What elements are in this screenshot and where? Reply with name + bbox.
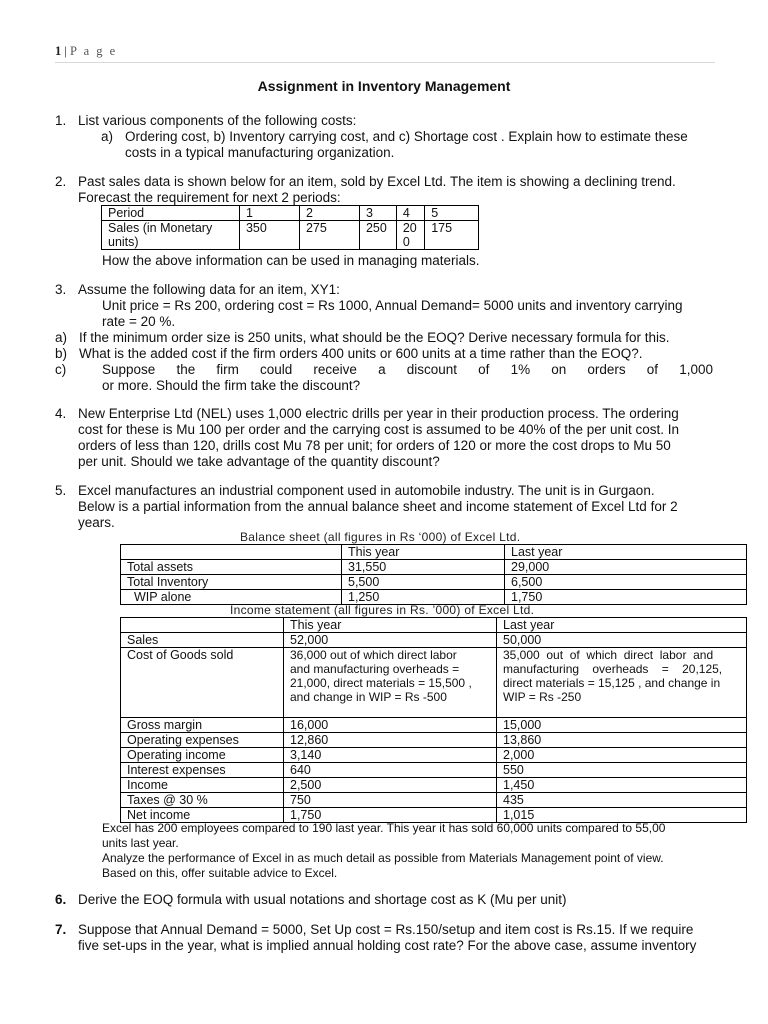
q3-c-line2: or more. Should the firm take the discount? xyxy=(102,378,361,393)
cell-line: and manufacturing overheads = xyxy=(290,662,460,676)
table-cell: Net income xyxy=(121,808,284,823)
q7-line1: Suppose that Annual Demand = 5000, Set Up cost = Rs.150/setup and item cost is Rs.15. If we require xyxy=(78,922,694,937)
q1-a xyxy=(101,129,721,145)
table-cell xyxy=(121,618,284,633)
q5-after3: Analyze the performance of Excel in as much detail as possible from Materials Management point of view. xyxy=(102,851,664,865)
cell-line: WIP = Rs -250 xyxy=(503,690,582,704)
table-cell: Last year xyxy=(505,545,747,560)
table-cell: 1,750 xyxy=(284,808,497,823)
table-cell: 31,550 xyxy=(342,560,505,575)
table-cell: 16,000 xyxy=(284,718,497,733)
table-row xyxy=(121,748,747,763)
table-cell xyxy=(396,221,424,250)
balance-sheet-caption: Balance sheet (all figures in Rs ‘000) of Excel Ltd. xyxy=(240,530,521,544)
table-cell: Period xyxy=(102,206,240,221)
table-cell: 12,860 xyxy=(284,733,497,748)
page-separator: | xyxy=(64,44,67,58)
table-row xyxy=(121,545,747,560)
cell-line: units) xyxy=(108,235,139,249)
q3-c-label: c) xyxy=(55,362,67,377)
table-cell: 1 xyxy=(239,206,299,221)
q5-after1: Excel has 200 employees compared to 190 last year. This year it has sold 60,000 units compared to 55,00 xyxy=(102,821,666,835)
q2-line1: Past sales data is shown below for an item, sold by Excel Ltd. The item is showing a declining trend. xyxy=(78,174,676,189)
q6-number: 6. xyxy=(55,892,67,907)
table-cell: 4 xyxy=(396,206,424,221)
table-cell: 2,500 xyxy=(284,778,497,793)
table-cell: Operating expenses xyxy=(121,733,284,748)
table-cell: 6,500 xyxy=(505,575,747,590)
table-cell: 350 xyxy=(239,221,299,250)
income-statement-caption: Income statement (all figures in Rs. ’000) of Excel Ltd. xyxy=(230,603,535,617)
table-cell: 5 xyxy=(425,206,479,221)
q1-a-line2: costs in a typical manufacturing organization. xyxy=(125,145,395,160)
q3-line2: Unit price = Rs 200, ordering cost = Rs 1000, Annual Demand= 5000 units and inventory carrying xyxy=(102,298,683,313)
cell-line: 35,000 out of which direct labor and xyxy=(503,648,714,662)
q3-a xyxy=(55,330,720,346)
table-cell: 1,450 xyxy=(497,778,747,793)
q2-line2: Forecast the requirement for next 2 periods: xyxy=(78,190,341,205)
q1-text: List various components of the following costs: xyxy=(78,113,357,128)
table-cell: 1,250 xyxy=(342,590,505,605)
q4-line4: per unit. Should we take advantage of the quantity discount? xyxy=(78,454,440,469)
table-cell: 175 xyxy=(425,221,479,250)
q4-line2: cost for these is Mu 100 per order and the carrying cost is assumed to be 40% of the per unit cost. In xyxy=(78,422,680,437)
table-cell: 2 xyxy=(299,206,359,221)
document-title: Assignment in Inventory Management xyxy=(257,78,511,94)
table-row xyxy=(121,763,747,778)
q5-after4: Based on this, offer suitable advice to Excel. xyxy=(102,866,338,880)
table-row xyxy=(121,575,747,590)
cell-line: manufacturing overheads = 20,125, xyxy=(503,662,723,676)
q3-b-text: What is the added cost if the firm orders 400 units or 600 units at a time rather than the EOQ?. xyxy=(79,346,643,361)
q3-a-label: a) xyxy=(55,330,68,345)
table-row xyxy=(102,206,479,221)
table-cell: 52,000 xyxy=(284,633,497,648)
q5-line1: Excel manufactures an industrial component used in automobile industry. The unit is in Gurgaon. xyxy=(78,483,655,498)
table-cell: 2,000 xyxy=(497,748,747,763)
q3-b-label: b) xyxy=(55,346,68,361)
table-cell: Total Inventory xyxy=(121,575,342,590)
table-row xyxy=(121,733,747,748)
table-row xyxy=(121,778,747,793)
table-cell xyxy=(497,648,747,718)
table-row xyxy=(121,560,747,575)
q3-line1: Assume the following data for an item, XY1: xyxy=(78,282,340,297)
balance-sheet-table xyxy=(120,544,747,605)
q7-line2: five set-ups in the year, what is implied annual holding cost rate? For the above case, assume inventory xyxy=(78,938,697,953)
cell-line: 36,000 out of which direct labor xyxy=(290,648,457,662)
cell-line: Sales (in Monetary xyxy=(108,221,213,235)
page-header xyxy=(55,44,715,63)
q6-text: Derive the EOQ formula with usual notations and shortage cost as K (Mu per unit) xyxy=(78,892,567,907)
table-cell: Gross margin xyxy=(121,718,284,733)
table-cell: 435 xyxy=(497,793,747,808)
table-row xyxy=(121,718,747,733)
table-cell xyxy=(102,221,240,250)
page-label: P a g e xyxy=(70,44,118,58)
q4-number: 4. xyxy=(55,406,67,421)
q3-line3: rate = 20 %. xyxy=(102,314,176,329)
table-cell: Interest expenses xyxy=(121,763,284,778)
q1-a-label: a) xyxy=(101,129,114,144)
table-row xyxy=(102,221,479,250)
table-row xyxy=(121,618,747,633)
table-cell: 50,000 xyxy=(497,633,747,648)
q7-number: 7. xyxy=(55,922,67,937)
table-cell: This year xyxy=(342,545,505,560)
income-statement-table xyxy=(120,617,747,823)
q1-number: 1. xyxy=(55,113,67,128)
table-cell: Taxes @ 30 % xyxy=(121,793,284,808)
q5-line2: Below is a partial information from the annual balance sheet and income statement of Excel Ltd for 2 xyxy=(78,499,678,514)
q4-line3: orders of less than 120, drills cost Mu 78 per unit; for orders of 120 or more the cost drops to Mu 50 xyxy=(78,438,671,453)
table-cell xyxy=(121,545,342,560)
table-cell: 13,860 xyxy=(497,733,747,748)
table-cell: 3 xyxy=(359,206,396,221)
table-row xyxy=(121,793,747,808)
table-cell: Operating income xyxy=(121,748,284,763)
sales-table xyxy=(101,205,479,250)
table-cell: Income xyxy=(121,778,284,793)
q5-after2: units last year. xyxy=(102,836,179,850)
q5-number: 5. xyxy=(55,483,67,498)
table-cell: 1,015 xyxy=(497,808,747,823)
table-cell: Total assets xyxy=(121,560,342,575)
table-cell: Sales xyxy=(121,633,284,648)
q3-b xyxy=(55,346,720,362)
table-cell: 275 xyxy=(299,221,359,250)
table-cell xyxy=(284,648,497,718)
table-cell: 750 xyxy=(284,793,497,808)
q2-number: 2. xyxy=(55,174,67,189)
table-cell: 3,140 xyxy=(284,748,497,763)
table-cell: This year xyxy=(284,618,497,633)
table-cell: Last year xyxy=(497,618,747,633)
cell-line: 0 xyxy=(402,235,410,249)
table-cell: WIP alone xyxy=(121,590,342,605)
table-cell: 15,000 xyxy=(497,718,747,733)
q3-a-text: If the minimum order size is 250 units, what should be the EOQ? Derive necessary formula for this. xyxy=(79,330,670,345)
cell-line: and change in WIP = Rs -500 xyxy=(290,690,447,704)
cell-line: 21,000, direct materials = 15,500 , xyxy=(290,676,472,690)
table-cell: 640 xyxy=(284,763,497,778)
q3-c-line1: Suppose the firm could receive a discount of 1% on orders of 1,000 xyxy=(102,362,713,377)
cell-line: 20 xyxy=(402,221,417,235)
q5-line3: years. xyxy=(78,515,115,530)
table-cell: 1,750 xyxy=(505,590,747,605)
table-cell: 5,500 xyxy=(342,575,505,590)
q1-a-line1: Ordering cost, b) Inventory carrying cost, and c) Shortage cost . Explain how to estimate these xyxy=(125,129,688,144)
table-row xyxy=(121,633,747,648)
q3-number: 3. xyxy=(55,282,67,297)
table-row xyxy=(121,648,747,718)
table-cell: 550 xyxy=(497,763,747,778)
q4-line1: New Enterprise Ltd (NEL) uses 1,000 electric drills per year in their production process. The ordering xyxy=(78,406,679,421)
table-cell: 250 xyxy=(359,221,396,250)
page-number: 1 xyxy=(55,44,62,58)
table-cell: 29,000 xyxy=(505,560,747,575)
table-cell: Cost of Goods sold xyxy=(121,648,284,718)
cell-line: direct materials = 15,125 , and change in xyxy=(503,676,721,690)
q2-after: How the above information can be used in managing materials. xyxy=(102,253,480,268)
